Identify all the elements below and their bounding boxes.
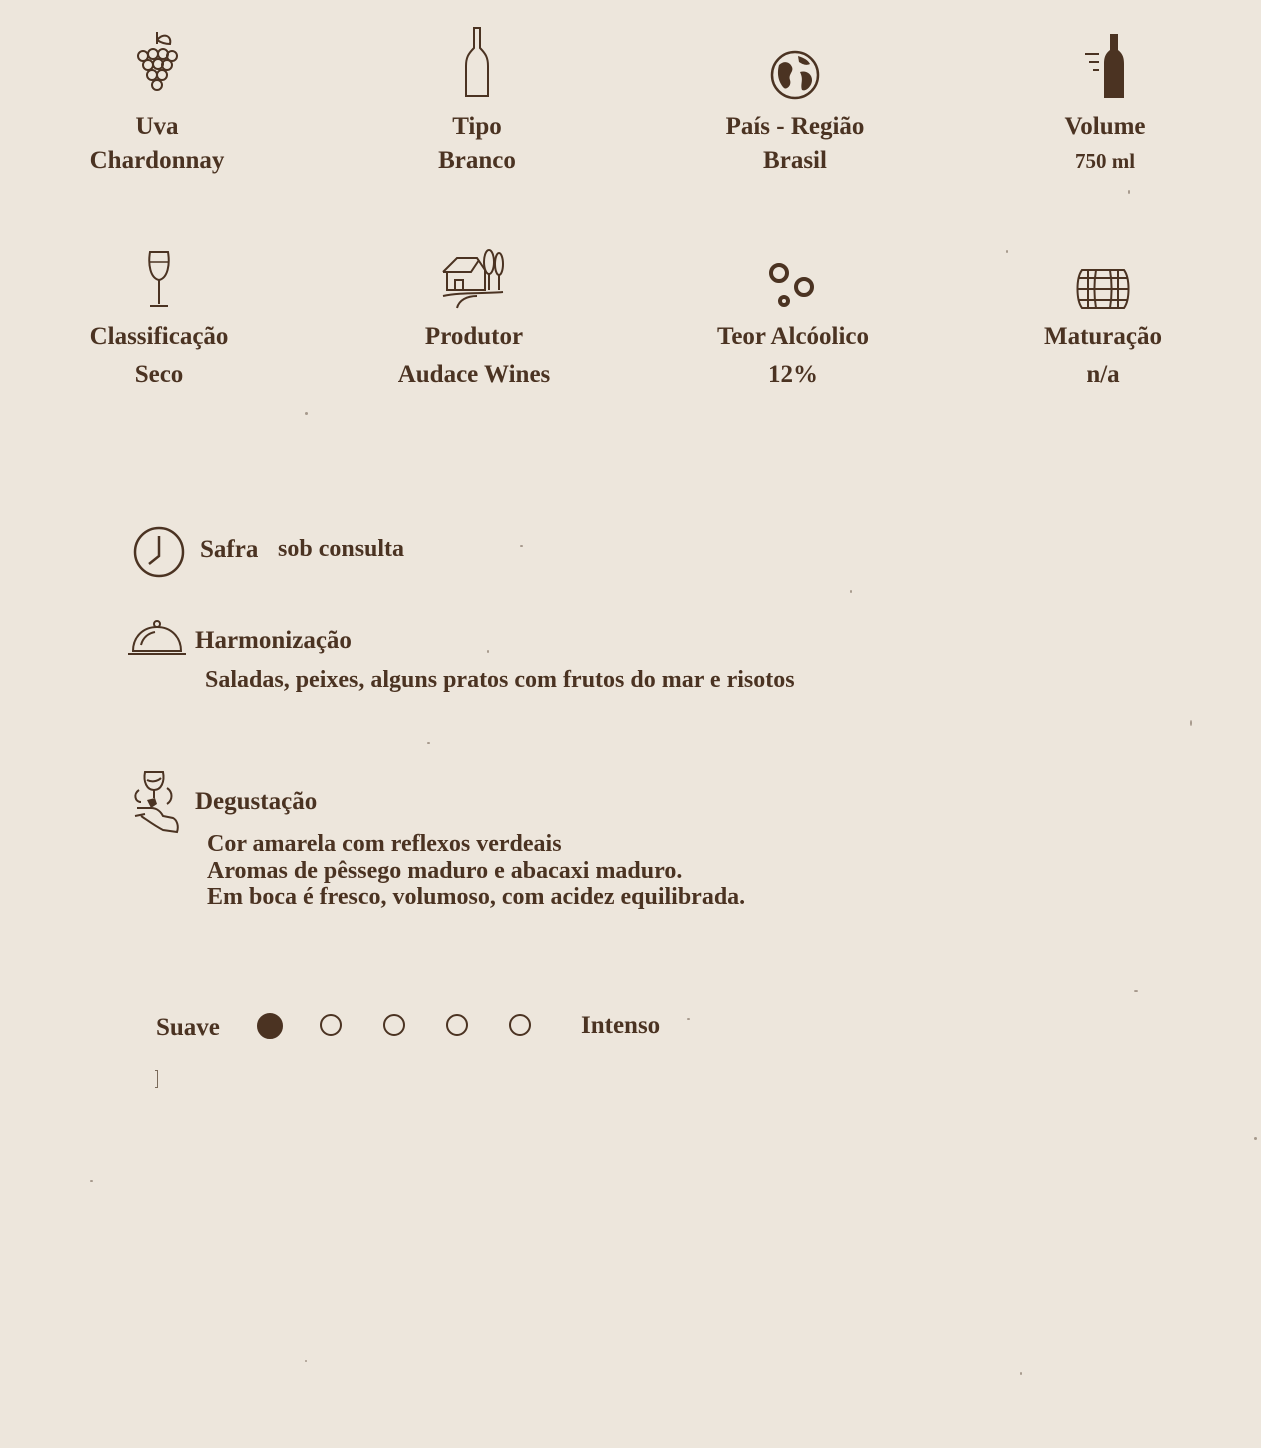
grape-icon (7, 30, 307, 110)
safra-value: sob consulta (278, 536, 405, 562)
intensity-dot (446, 1014, 468, 1036)
spec-value: Chardonnay (89, 147, 225, 174)
spec-value: n/a (1086, 361, 1120, 388)
bracket-mark (155, 1070, 158, 1088)
barrel-icon (953, 240, 1253, 320)
spec-label: Teor Alcóolico (716, 323, 870, 350)
spec-pais (645, 30, 945, 178)
spec-value: Seco (134, 361, 184, 388)
spec-value: Audace Wines (397, 361, 551, 388)
spec-label: Uva (135, 113, 179, 140)
degustacao-line: Cor amarela com reflexos verdeais (207, 831, 562, 857)
spec-tipo (327, 30, 627, 178)
globe-icon (645, 30, 945, 110)
spec-maturacao (953, 240, 1253, 394)
degustacao-line: Em boca é fresco, volumoso, com acidez equilibrada. (207, 884, 746, 910)
spec-teor (643, 240, 943, 394)
spec-label: País - Região (725, 113, 865, 140)
spec-value: Brasil (763, 147, 827, 174)
spec-produtor (324, 240, 624, 394)
intensity-min-label: Suave (156, 1014, 220, 1041)
spec-volume (955, 30, 1255, 178)
spec-label: Classificação (89, 323, 229, 350)
spec-value: 12% (768, 361, 818, 388)
harmonizacao-text: Saladas, peixes, alguns pratos com frutos do mar e risotos (205, 667, 795, 693)
spec-label: Maturação (1043, 323, 1163, 350)
cloche-icon (127, 619, 187, 657)
intensity-dot (509, 1014, 531, 1036)
tasting-glass-icon (133, 768, 183, 834)
degustacao-line: Aromas de pêssego maduro e abacaxi maduro. (207, 857, 683, 884)
intensity-dot (383, 1014, 405, 1036)
winery-icon (324, 240, 624, 320)
bottle-outline-icon (327, 30, 627, 110)
spec-value: 750 ml (1074, 149, 1136, 173)
spec-label: Volume (1064, 113, 1146, 140)
bubbles-icon (643, 240, 943, 320)
wine-glass-icon (9, 240, 309, 320)
spec-classificacao (9, 240, 309, 394)
spec-label: Produtor (424, 323, 524, 350)
spec-label: Tipo (452, 113, 502, 140)
intensity-dot (320, 1014, 342, 1036)
harmonizacao-label: Harmonização (195, 627, 352, 654)
safra-label: Safra (200, 536, 259, 563)
spec-value: Branco (438, 147, 516, 174)
clock-icon (133, 526, 185, 578)
intensity-dot (257, 1013, 283, 1039)
bottle-volume-icon (955, 30, 1255, 110)
degustacao-notes (207, 831, 745, 911)
degustacao-label: Degustação (195, 788, 318, 815)
spec-uva (7, 30, 307, 178)
intensity-max-label: Intenso (581, 1012, 661, 1039)
